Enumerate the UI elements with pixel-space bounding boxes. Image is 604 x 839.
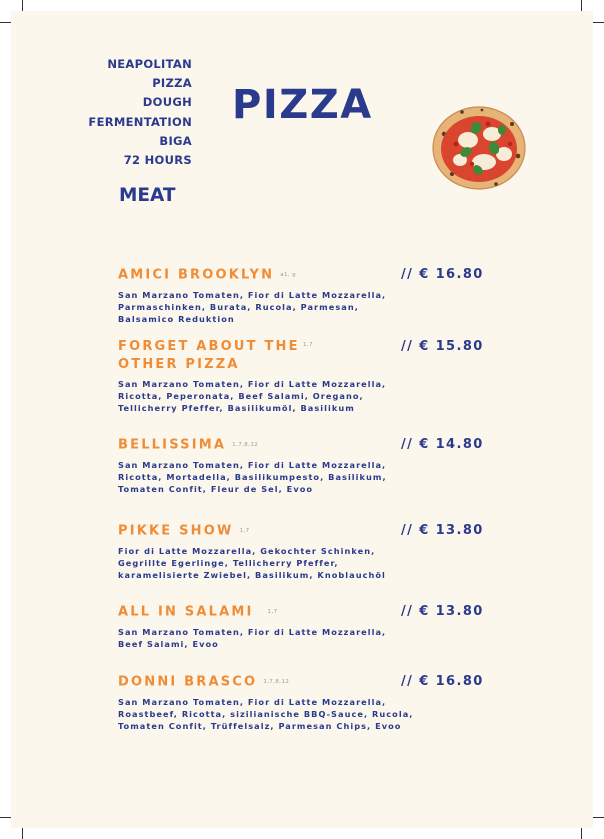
description-line: Tomaten Confit, Fleur de Sel, Evoo [118,483,314,494]
crop-mark [22,0,23,11]
crop-mark [593,817,604,818]
menu-item [118,338,490,414]
description-line: Gegrillte Egerlinge, Tellicherry Pfeffer, [118,557,339,568]
dough-info-line: FERMENTATION [88,114,192,129]
description-line: San Marzano Tomaten, Fior di Latte Mozzarella, [118,289,387,300]
menu-item-description [118,378,490,414]
crop-mark [581,828,582,839]
menu-item [118,266,490,325]
menu-item-name [118,436,388,455]
description-line: karamelisierte Zwiebel, Basilikum, Knoblauchöl [118,569,386,580]
description-line: Tomaten Confit, Trüffelsalz, Parmesan Chips, Evoo [118,720,402,731]
allergen-codes: 1,7 [267,609,278,615]
crop-mark [581,0,582,11]
menu-item-description [118,545,490,581]
menu-item-name [118,603,388,622]
dough-info-line: DOUGH [142,95,192,110]
menu-item-name [118,266,388,285]
dough-info-line: NEAPOLITAN [107,57,192,71]
menu-item-description [118,459,490,495]
page-title: PIZZA [232,82,373,128]
description-line: Balsamico Reduktion [118,313,235,324]
menu-item-price: // € 13.80 [401,604,484,619]
menu-item-name-text: ALL IN SALAMI [118,604,254,620]
menu-item [118,522,490,581]
menu-item-name [118,338,328,374]
description-line: San Marzano Tomaten, Fior di Latte Mozzarella, [118,379,387,389]
menu-item-name-text: BELLISSIMA [118,437,227,453]
allergen-codes: 1,7,8,12 [232,442,259,448]
menu-item-description [118,289,490,325]
menu-item-name-text: PIKKE SHOW [118,523,234,539]
description-line: Tellicherry Pfeffer, Basilikumöl, Basilikum [118,403,355,413]
description-line: Ricotta, Mortadella, Basilikumpesto, Basilikum, [118,471,387,482]
pizza-illustration [432,104,526,190]
menu-item-price: // € 16.80 [401,267,484,282]
crop-mark [0,22,11,23]
menu-item-price: // € 16.80 [401,674,484,689]
description-line: San Marzano Tomaten, Fior di Latte Mozzarella, [118,626,387,637]
menu-item-price: // € 13.80 [401,523,484,538]
dough-info-line: 72 HOURS [123,153,192,168]
menu-item-name-text: AMICI BROOKLYN [118,267,275,283]
menu-item-name-text: DONNI BRASCO [118,674,258,690]
menu-item-price: // € 15.80 [401,339,484,354]
menu-item-description [118,696,490,732]
crop-mark [0,817,11,818]
allergen-codes: 1,7 [239,528,250,534]
menu-item [118,603,490,650]
allergen-codes: a1, g [280,272,297,278]
menu-item-name [118,522,388,541]
description-line: Fior di Latte Mozzarella, Gekochter Schinken, [118,545,376,556]
menu-item [118,436,490,495]
description-line: Beef Salami, Evoo [118,638,219,649]
description-line: San Marzano Tomaten, Fior di Latte Mozzarella, [118,696,387,707]
crop-mark [22,828,23,839]
section-title: MEAT [119,185,176,206]
menu-item [118,673,490,732]
menu-item-name-text: FORGET ABOUT THE OTHER PIZZA [118,339,300,372]
description-line: San Marzano Tomaten, Fior di Latte Mozzarella, [118,459,387,470]
description-line: Ricotta, Peperonata, Beef Salami, Oregano, [118,391,364,401]
menu-item-name [118,673,388,692]
dough-info [88,55,192,170]
menu-item-price: // € 14.80 [401,437,484,452]
menu-item-description [118,626,490,650]
description-line: Parmaschinken, Burata, Rucola, Parmesan, [118,301,359,312]
dough-info-line: PIZZA [152,76,192,91]
allergen-codes: 1,7,8,12 [263,679,290,685]
crop-mark [593,22,604,23]
description-line: Roastbeef, Ricotta, sizilianische BBQ-Sauce, Rucola, [118,708,414,719]
allergen-codes: 1,7 [303,342,313,348]
dough-info-line: BIGA [159,133,192,148]
